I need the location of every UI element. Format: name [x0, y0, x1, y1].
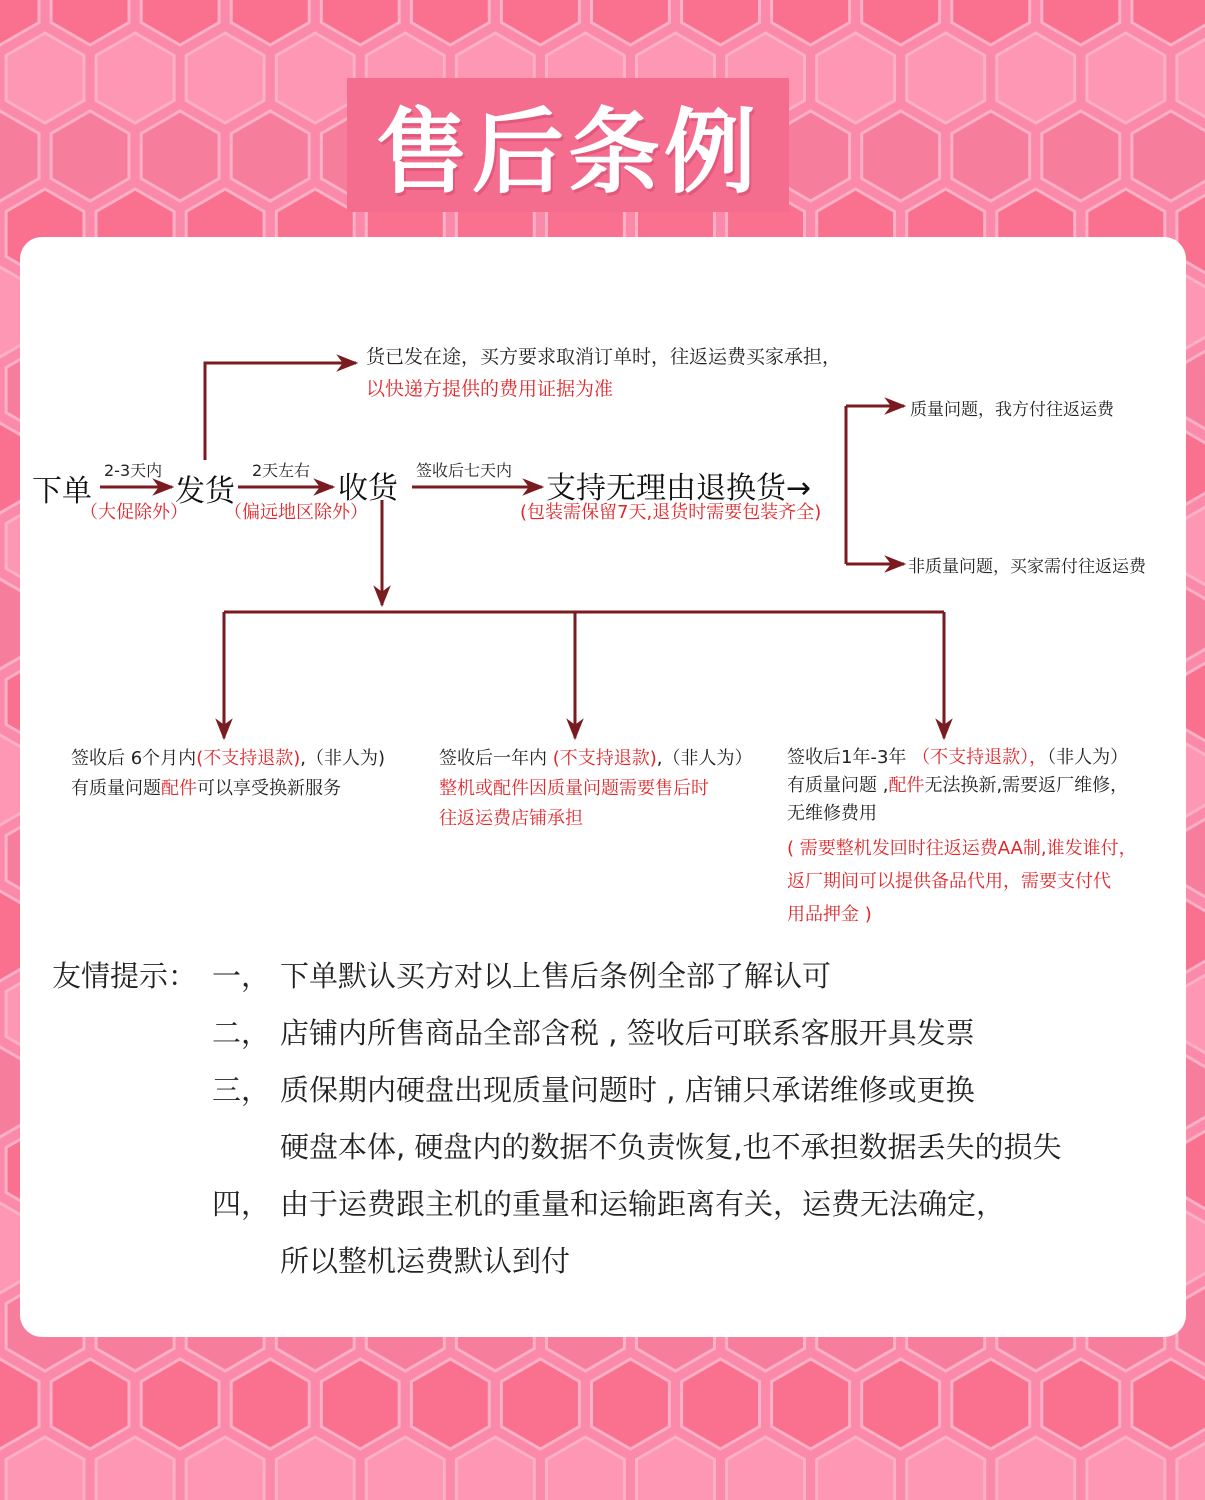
hexagon-tile [1087, 33, 1165, 123]
hexagon-tile [321, 0, 399, 45]
note-ship: （偏远地区除外） [224, 502, 368, 523]
note-order: （大促除外） [80, 502, 188, 523]
hexagon-tile [456, 1437, 534, 1500]
hexagon-tile [862, 0, 940, 45]
hexagon-tile [51, 111, 129, 201]
hexagon-tile [276, 33, 354, 123]
hexagon-tile [997, 1437, 1075, 1500]
hexagon-tile [1042, 111, 1120, 201]
hexagon-tile [141, 0, 219, 45]
policy-2-line-3: 往返运费店铺承担 [439, 808, 583, 829]
policy-6-months [71, 744, 385, 804]
hexagon-tile [952, 0, 1030, 45]
hexagon-tile [231, 0, 309, 45]
hexagon-tile [547, 1437, 625, 1500]
node-receive: 收货 [338, 471, 398, 506]
node-order: 下单 [32, 474, 92, 509]
hexagon-tile [231, 111, 309, 201]
policy-1-line-2: 有质量问题配件可以享受换新服务 [71, 778, 341, 799]
hexagon-tile [727, 1437, 805, 1500]
policy-3-red-2: 返厂期间可以提供备品代用，需要支付代 [787, 871, 1111, 892]
tip-1-number: 一， [212, 959, 271, 993]
policy-1-year [439, 744, 753, 834]
hexagon-tile [592, 1359, 670, 1449]
hexagon-tile [772, 1359, 850, 1449]
hexagon-tile [51, 0, 129, 45]
hexagon-tile [682, 1359, 760, 1449]
hexagon-tile [141, 1359, 219, 1449]
hexagon-tile [96, 1437, 174, 1500]
hexagon-tile [0, 111, 39, 201]
hexagon-tile [637, 1437, 715, 1500]
hexagon-tile [772, 0, 850, 45]
non-quality-branch-text: 非质量问题，买家需付往返运费 [908, 557, 1146, 577]
hexagon-tile [186, 33, 264, 123]
hexagon-tile [682, 0, 760, 45]
policy-1-3-years [787, 744, 1137, 931]
hexagon-tile [1132, 111, 1205, 201]
tip-4-number: 四， [212, 1187, 271, 1221]
hexagon-tile [6, 33, 84, 123]
hexagon-tile [366, 1437, 444, 1500]
policy-3-red-1: ( 需要整机发回时往返运费AA制,谁发谁付， [787, 838, 1137, 859]
hexagon-tile [1177, 1437, 1205, 1500]
hexagon-tile [1177, 33, 1205, 123]
hexagon-tile [186, 1437, 264, 1500]
cancel-line-1: 货已发在途，买方要求取消订单时，往返运费买家承担， [366, 346, 842, 368]
label-receive-to-return: 签收后七天内 [416, 461, 513, 480]
hexagon-tile [1132, 0, 1205, 45]
page-title: 售后条例 [375, 99, 760, 206]
hexagon-tile [231, 1359, 309, 1449]
hexagon-tile [1132, 1359, 1205, 1449]
label-ship-to-receive: 2天左右 [252, 461, 311, 480]
hexagon-tile [501, 0, 579, 45]
hexagon-tile [321, 1359, 399, 1449]
hexagon-tile [817, 33, 895, 123]
hexagon-tile [276, 1437, 354, 1500]
hexagon-tile [952, 111, 1030, 201]
hexagon-tile [907, 1437, 985, 1500]
hexagon-tile [6, 1437, 84, 1500]
hexagon-tile [411, 0, 489, 45]
policy-3-line-3: 无维修费用 [787, 803, 877, 824]
tip-3-line-1: 质保期内硬盘出现质量问题时 , 店铺只承诺维修或更换 [280, 1073, 975, 1107]
tip-3-line-2: 硬盘本体, 硬盘内的数据不负责恢复,也不承担数据丢失的损失 [280, 1130, 1062, 1164]
tip-4-line-1: 由于运费跟主机的重量和运输距离有关，运费无法确定， [280, 1187, 1006, 1221]
hexagon-tile [997, 33, 1075, 123]
node-return: 支持无理由退换货→ [546, 471, 812, 506]
hexagon-tile [51, 1359, 129, 1449]
policy-3-line-2: 有质量问题 ,配件无法换新,需要返厂维修， [787, 775, 1129, 796]
label-order-to-ship: 2-3天内 [104, 461, 163, 480]
hexagon-tile [0, 1359, 39, 1449]
hexagon-tile [817, 1437, 895, 1500]
hexagon-tile [862, 111, 940, 201]
hexagon-tile [1042, 0, 1120, 45]
cancel-line-2: 以快递方提供的费用证据为准 [366, 378, 614, 400]
quality-branch-text: 质量问题，我方付往返运费 [910, 400, 1114, 420]
policy-3-head: 签收后1年-3年 （不支持退款），（非人为） [787, 747, 1129, 768]
policy-1-head: 签收后 6个月内(不支持退款),（非人为) [71, 748, 385, 769]
tip-2-number: 二， [212, 1016, 271, 1050]
tips-label: 友情提示： [52, 959, 198, 993]
node-ship: 发货 [175, 474, 235, 509]
tip-3-number: 三， [212, 1073, 271, 1107]
title-banner [347, 78, 789, 212]
hexagon-tile [96, 33, 174, 123]
tip-2-line-1: 店铺内所售商品全部含税 , 签收后可联系客服开具发票 [280, 1016, 975, 1050]
hexagon-tile [141, 111, 219, 201]
note-return: (包装需保留7天,退货时需要包装齐全) [520, 502, 822, 523]
hexagon-tile [411, 1359, 489, 1449]
hexagon-tile [1087, 1437, 1165, 1500]
policy-2-line-2: 整机或配件因质量问题需要售后时 [439, 778, 709, 799]
hexagon-tile [501, 1359, 579, 1449]
tip-4-line-2: 所以整机运费默认到付 [280, 1244, 571, 1278]
policy-2-head: 签收后一年内 (不支持退款),（非人为） [439, 748, 753, 769]
hexagon-tile [592, 0, 670, 45]
hexagon-tile [907, 33, 985, 123]
tip-1-line-1: 下单默认买方对以上售后条例全部了解认可 [280, 959, 832, 993]
policy-3-red-3: 用品押金 ) [787, 904, 872, 925]
hexagon-tile [1042, 1359, 1120, 1449]
hexagon-tile [952, 1359, 1030, 1449]
hexagon-tile [862, 1359, 940, 1449]
